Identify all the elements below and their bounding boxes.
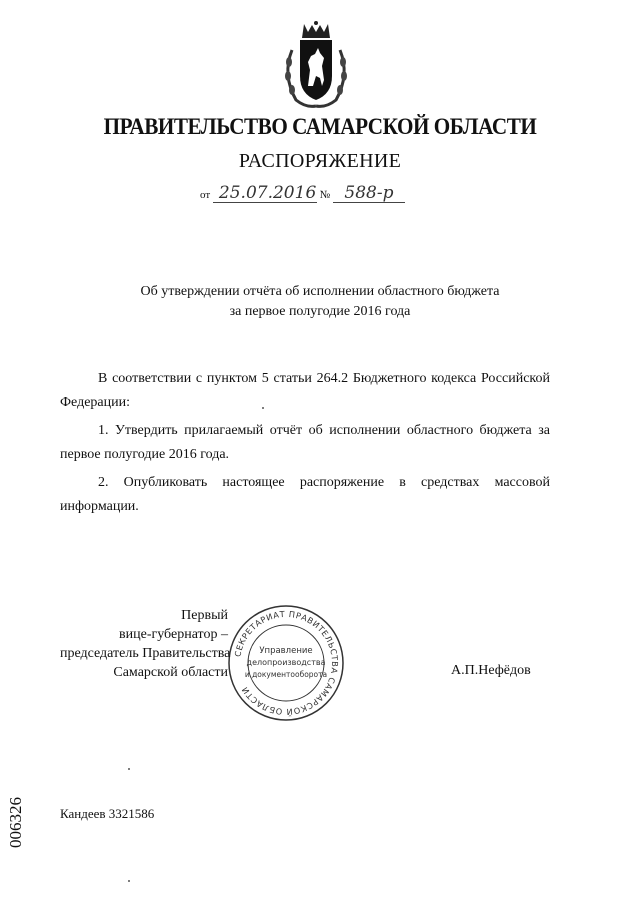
- number-prefix: №: [319, 189, 331, 201]
- government-title: ПРАВИТЕЛЬСТВО САМАРСКОЙ ОБЛАСТИ: [103, 114, 537, 139]
- official-stamp: [226, 603, 346, 723]
- signatory-position: [60, 606, 231, 682]
- stamp-center-line-2: делопроизводства: [246, 658, 326, 667]
- serial-number: 006326: [6, 797, 25, 848]
- item-1-paragraph: 1. Утвердить прилагаемый отчёт об исполнении областного бюджета за первое полугодие 2016 года.: [60, 423, 550, 462]
- samara-coat-of-arms-icon: [278, 20, 354, 110]
- subject-line-1: Об утверждении отчёта об исполнении областного бюджета: [140, 284, 500, 299]
- subject-line-2: за первое полугодие 2016 года: [229, 304, 411, 319]
- date-prefix: от: [200, 189, 211, 201]
- item-2-paragraph: 2. Опубликовать настоящее распоряжение в средствах массовой информации.: [60, 475, 550, 514]
- position-line-1: Первый: [181, 608, 228, 623]
- document-number: 588-р: [333, 184, 405, 203]
- executor-info: Кандеев 3321586: [60, 806, 155, 821]
- stamp-center-line-1: Управление: [259, 646, 313, 656]
- stamp-center-line-3: и документооборота: [244, 670, 328, 679]
- document-body: [60, 367, 550, 519]
- position-line-2: вице-губернатор –: [119, 627, 228, 642]
- position-line-3: председатель Правительства: [60, 646, 231, 661]
- stamp-ring-text: СЕКРЕТАРИАТ ПРАВИТЕЛЬСТВА САМАРСКОЙ ОБЛАСТИ: [232, 608, 341, 718]
- document-date: 25.07.2016: [213, 184, 317, 203]
- registration-line: [200, 184, 405, 203]
- speck-mark: [128, 880, 130, 882]
- preamble-paragraph: В соответствии с пунктом 5 статьи 264.2 Бюджетного кодекса Российской Федерации:: [60, 371, 550, 410]
- document-type: РАСПОРЯЖЕНИЕ: [238, 150, 402, 172]
- speck-mark: [262, 407, 264, 409]
- signatory-name: А.П.Нефёдов: [451, 663, 531, 678]
- position-line-4: Самарской области: [113, 665, 228, 680]
- document-subject: [0, 282, 640, 322]
- speck-mark: [128, 768, 130, 770]
